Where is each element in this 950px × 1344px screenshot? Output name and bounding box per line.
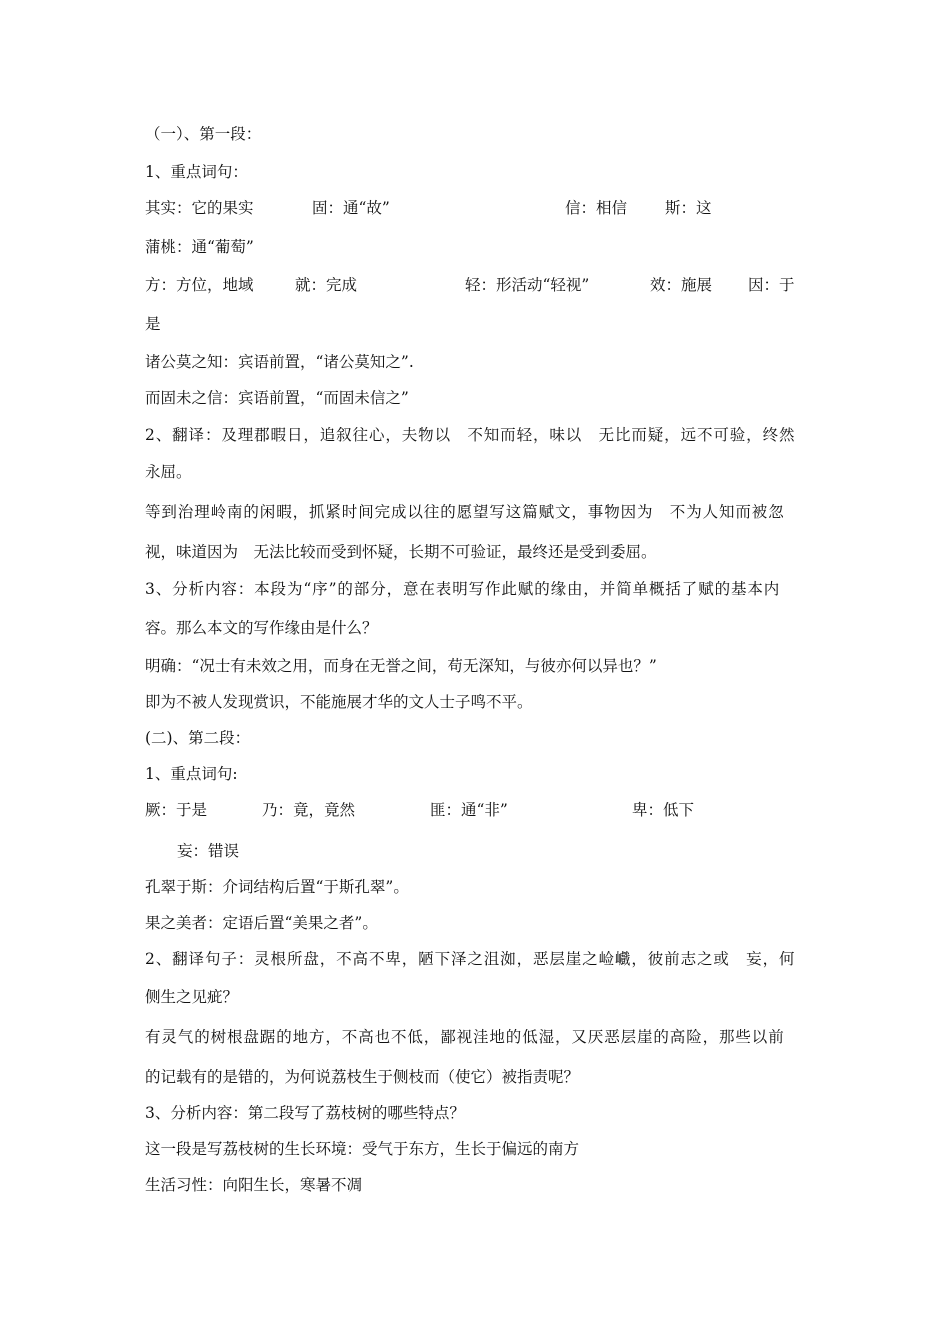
keyword-item: 乃：竟，竟然 [262, 801, 356, 819]
section-2-heading: (二)、第二段： [145, 729, 251, 747]
answer-text: 明确：“况士有未效之用，而身在无誉之间，苟无深知，与彼亦何以异也？” [145, 657, 657, 675]
translation-text: 的记载有的是错的，为何说荔枝生于侧枝而（使它）被指责呢？ [145, 1068, 580, 1086]
translation-text: 有灵气的树根盘踞的地方，不高也不低，鄙视洼地的低湿，又厌恶层崖的高险，那些以前 [145, 1028, 785, 1046]
keyword-item: 效：施展 [650, 276, 713, 294]
translate-question: 侧生之见疵？ [145, 988, 239, 1006]
keyword-item: 斯：这 [665, 199, 712, 217]
keyword-item-continuation: 是 [145, 315, 161, 333]
grammar-note: 果之美者：定语后置“美果之者”。 [145, 914, 378, 932]
translate-question: 永屈。 [145, 463, 192, 481]
keyword-item: 就：完成 [295, 276, 358, 294]
keyword-item: 固：通“故” [312, 199, 390, 217]
analysis-question: 容。那么本文的写作缘由是什么？ [145, 619, 378, 637]
translation-text: 等到治理岭南的闲暇，抓紧时间完成以往的愿望写这篇赋文，事物因为 不为人知而被忽 [145, 503, 785, 521]
keyword-item: 其实：它的果实 [145, 199, 254, 217]
section-1-keywords-title: 1、重点词句： [145, 163, 248, 181]
keyword-item: 信：相信 [565, 199, 628, 217]
keyword-item: 因：于 [748, 276, 795, 294]
analysis-question: 3、分析内容：第二段写了荔枝树的哪些特点？ [145, 1104, 465, 1122]
keyword-item: 方：方位，地域 [145, 276, 254, 294]
keyword-item: 卑：低下 [632, 801, 695, 819]
keyword-item: 匪：通“非” [430, 801, 508, 819]
answer-text: 这一段是写荔枝树的生长环境：受气于东方，生长于偏远的南方 [145, 1140, 580, 1158]
translate-question: 2、翻译：及理郡暇日，追叙往心，夫物以 不知而轻，味以 无比而疑，远不可验，终然 [145, 426, 796, 444]
section-2-keywords-title: 1、重点词句: [145, 765, 238, 783]
grammar-note: 孔翠于斯：介词结构后置“于斯孔翠”。 [145, 878, 409, 896]
answer-text: 生活习性：向阳生长，寒暑不凋 [145, 1176, 363, 1194]
translate-question: 2、翻译句子：灵根所盘，不高不卑，陋下泽之沮洳，恶层崖之崄巇，彼前志之或 妄，何 [145, 950, 796, 968]
keyword-item: 厥：于是 [145, 801, 208, 819]
grammar-note: 诸公莫之知：宾语前置，“诸公莫知之”. [145, 353, 414, 371]
keyword-item: 妄：错误 [177, 842, 240, 860]
grammar-note: 而固未之信：宾语前置，“而固未信之” [145, 389, 409, 407]
keyword-item: 蒲桃：通“葡萄” [145, 238, 254, 256]
translation-text: 视，味道因为 无法比较而受到怀疑，长期不可验证，最终还是受到委屈。 [145, 543, 657, 561]
section-1-heading: （一）、第一段： [145, 125, 262, 143]
answer-text: 即为不被人发现赏识，不能施展才华的文人士子鸣不平。 [145, 693, 533, 711]
analysis-question: 3、分析内容：本段为“序”的部分，意在表明写作此赋的缘由，并简单概括了赋的基本内 [145, 580, 781, 598]
keyword-item: 轻：形活动“轻视” [465, 276, 590, 294]
